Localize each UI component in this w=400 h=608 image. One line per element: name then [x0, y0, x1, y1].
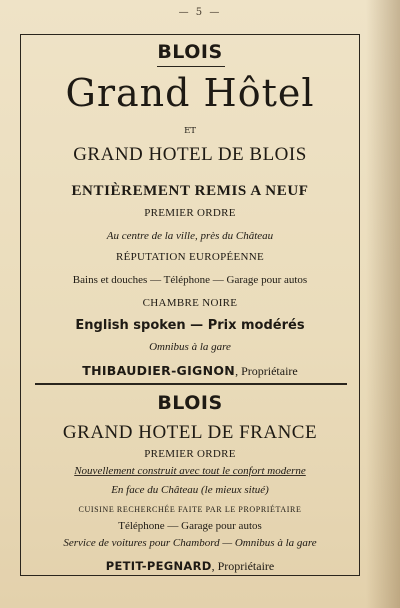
renovated-notice: ENTIÈREMENT REMIS A NEUF — [71, 183, 309, 199]
languages-prices: English spoken — Prix modérés — [75, 318, 305, 333]
conjunction: ET — [184, 126, 196, 136]
section-divider — [35, 383, 347, 385]
reputation: RÉPUTATION EUROPÉENNE — [115, 251, 265, 263]
hotel-france-location: En face du Château (le mieux situé) — [111, 484, 269, 496]
hotel-location: Au centre de la ville, près du Château — [106, 230, 274, 242]
page-number: — 5 — — [178, 7, 222, 18]
hotel-france-amenities: Téléphone — Garage pour autos — [118, 520, 262, 532]
hotel-class: PREMIER ORDRE — [144, 207, 236, 219]
owner-name: THIBAUDIER-GIGNON — [82, 363, 236, 378]
city-heading: BLOIS — [157, 41, 223, 63]
hotel-france-name: GRAND HOTEL DE FRANCE — [62, 422, 318, 443]
amenities: Bains et douches — Téléphone — Garage pour autos — [72, 274, 308, 286]
hotel-name-2: GRAND HOTEL DE BLOIS — [73, 144, 307, 165]
hotel-france-service: Service de voitures pour Chambord — Omnibus à la gare — [63, 537, 317, 549]
darkroom: CHAMBRE NOIRE — [142, 297, 238, 309]
hotel-name: Grand Hôtel — [65, 71, 315, 115]
owner-title-2: , Propriétaire — [211, 559, 275, 573]
owner-title: , Propriétaire — [235, 364, 298, 378]
owner-line — [21, 360, 359, 379]
owner-line-2 — [21, 555, 359, 574]
city-heading-2: BLOIS — [157, 392, 223, 414]
hotel-france-cuisine: CUISINE RECHERCHÉE FAITE PAR LE PROPRIÉTAIRE — [78, 505, 302, 514]
omnibus: Omnibus à la gare — [149, 341, 231, 353]
heading-rule — [157, 66, 225, 67]
owner-name-2: PETIT-PEGNARD — [105, 559, 212, 573]
ad-frame — [20, 34, 360, 576]
hotel-france-class: PREMIER ORDRE — [144, 448, 236, 460]
hotel-france-new: Nouvellement construit avec tout le confort moderne — [74, 465, 306, 477]
